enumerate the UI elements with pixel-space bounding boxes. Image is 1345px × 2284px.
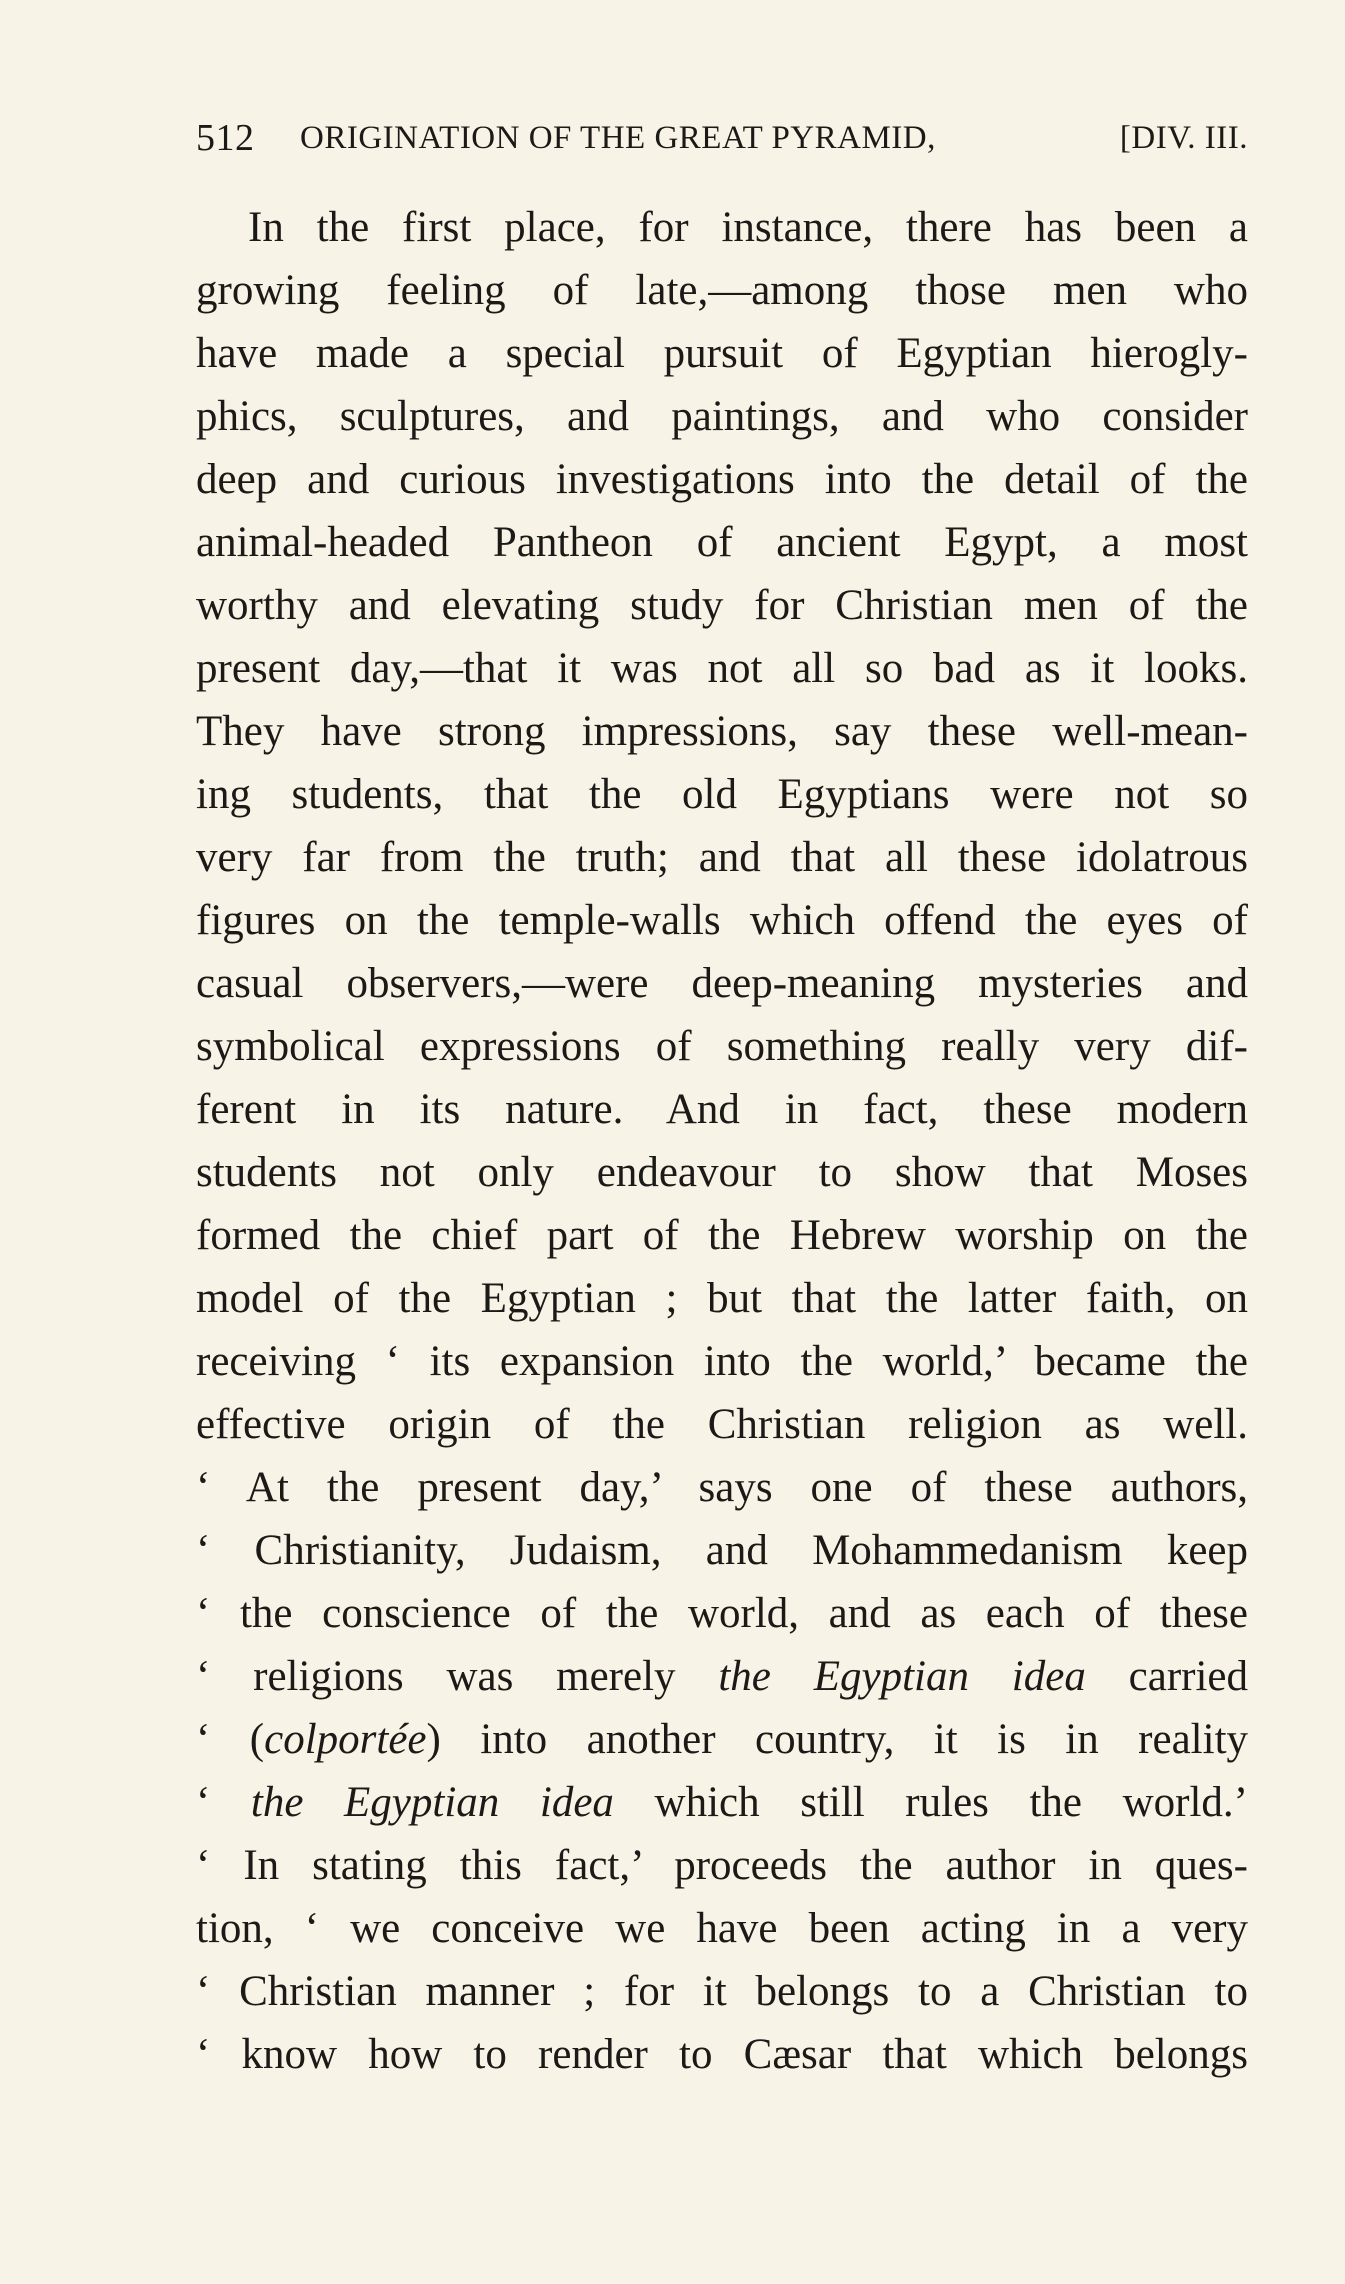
running-header xyxy=(196,116,1248,176)
division-reference: [DIV. III. xyxy=(1119,120,1248,156)
text-line: effective origin of the Christian religion as well. xyxy=(196,1401,1248,1448)
text-line: ferent in its nature. And in fact, these modern xyxy=(196,1086,1248,1133)
text-segment: ‘ xyxy=(196,1779,251,1826)
text-line: ‘ In stating this fact,’ proceeds the author in ques- xyxy=(196,1842,1248,1889)
text-line: formed the chief part of the Hebrew worship on the xyxy=(196,1212,1248,1259)
text-line: animal-headed Pantheon of ancient Egypt, a most xyxy=(196,519,1248,566)
text-segment: which still rules the world.’ xyxy=(613,1779,1248,1826)
text-line: They have strong impressions, say these well-mean- xyxy=(196,708,1248,755)
text-line: ‘ At the present day,’ says one of these authors, xyxy=(196,1464,1248,1511)
text-line: ‘ Christianity, Judaism, and Mohammedanism keep xyxy=(196,1527,1248,1574)
text-line: receiving ‘ its expansion into the world,’ became the xyxy=(196,1338,1248,1385)
text-line: tion, ‘ we conceive we have been acting in a very xyxy=(196,1905,1248,1952)
text-line-with-italic xyxy=(196,1771,1248,1834)
text-segment: ‘ religions was merely xyxy=(196,1653,719,1700)
text-segment: ‘ ( xyxy=(196,1716,265,1763)
text-line: students not only endeavour to show that Moses xyxy=(196,1149,1248,1196)
italic-phrase: colportée xyxy=(264,1716,427,1763)
text-line: very far from the truth; and that all these idolatrous xyxy=(196,834,1248,881)
text-line: ing students, that the old Egyptians were not so xyxy=(196,771,1248,818)
text-line: ‘ Christian manner ; for it belongs to a Christian to xyxy=(196,1968,1248,2015)
page-number: 512 xyxy=(196,117,255,159)
text-line: ‘ the conscience of the world, and as each of these xyxy=(196,1590,1248,1637)
text-line: present day,—that it was not all so bad as it looks. xyxy=(196,645,1248,692)
text-line: ‘ know how to render to Cæsar that which belongs xyxy=(196,2031,1248,2078)
text-line: phics, sculptures, and paintings, and who consider xyxy=(196,393,1248,440)
text-line: growing feeling of late,—among those men who xyxy=(196,267,1248,314)
italic-phrase: the Egyptian idea xyxy=(250,1779,614,1826)
text-line: figures on the temple-walls which offend the eyes of xyxy=(196,897,1248,944)
text-line-with-italic xyxy=(196,1645,1248,1708)
text-line-with-italic xyxy=(196,1708,1248,1771)
text-line: have made a special pursuit of Egyptian hierogly- xyxy=(196,330,1248,377)
text-line: model of the Egyptian ; but that the latter faith, on xyxy=(196,1275,1248,1322)
text-line: deep and curious investigations into the detail of the xyxy=(196,456,1248,503)
text-line: In the first place, for instance, there has been a xyxy=(248,204,1248,251)
italic-phrase: the Egyptian idea xyxy=(718,1653,1086,1700)
text-line: symbolical expressions of something really very dif- xyxy=(196,1023,1248,1070)
text-line: worthy and elevating study for Christian men of the xyxy=(196,582,1248,629)
body-text xyxy=(196,196,1248,2086)
text-segment: carried xyxy=(1085,1653,1248,1700)
running-title: ORIGINATION OF THE GREAT PYRAMID, xyxy=(300,120,936,156)
text-segment: ) into another country, it is in reality xyxy=(426,1716,1248,1763)
text-line: casual observers,—were deep-meaning mysteries and xyxy=(196,960,1248,1007)
